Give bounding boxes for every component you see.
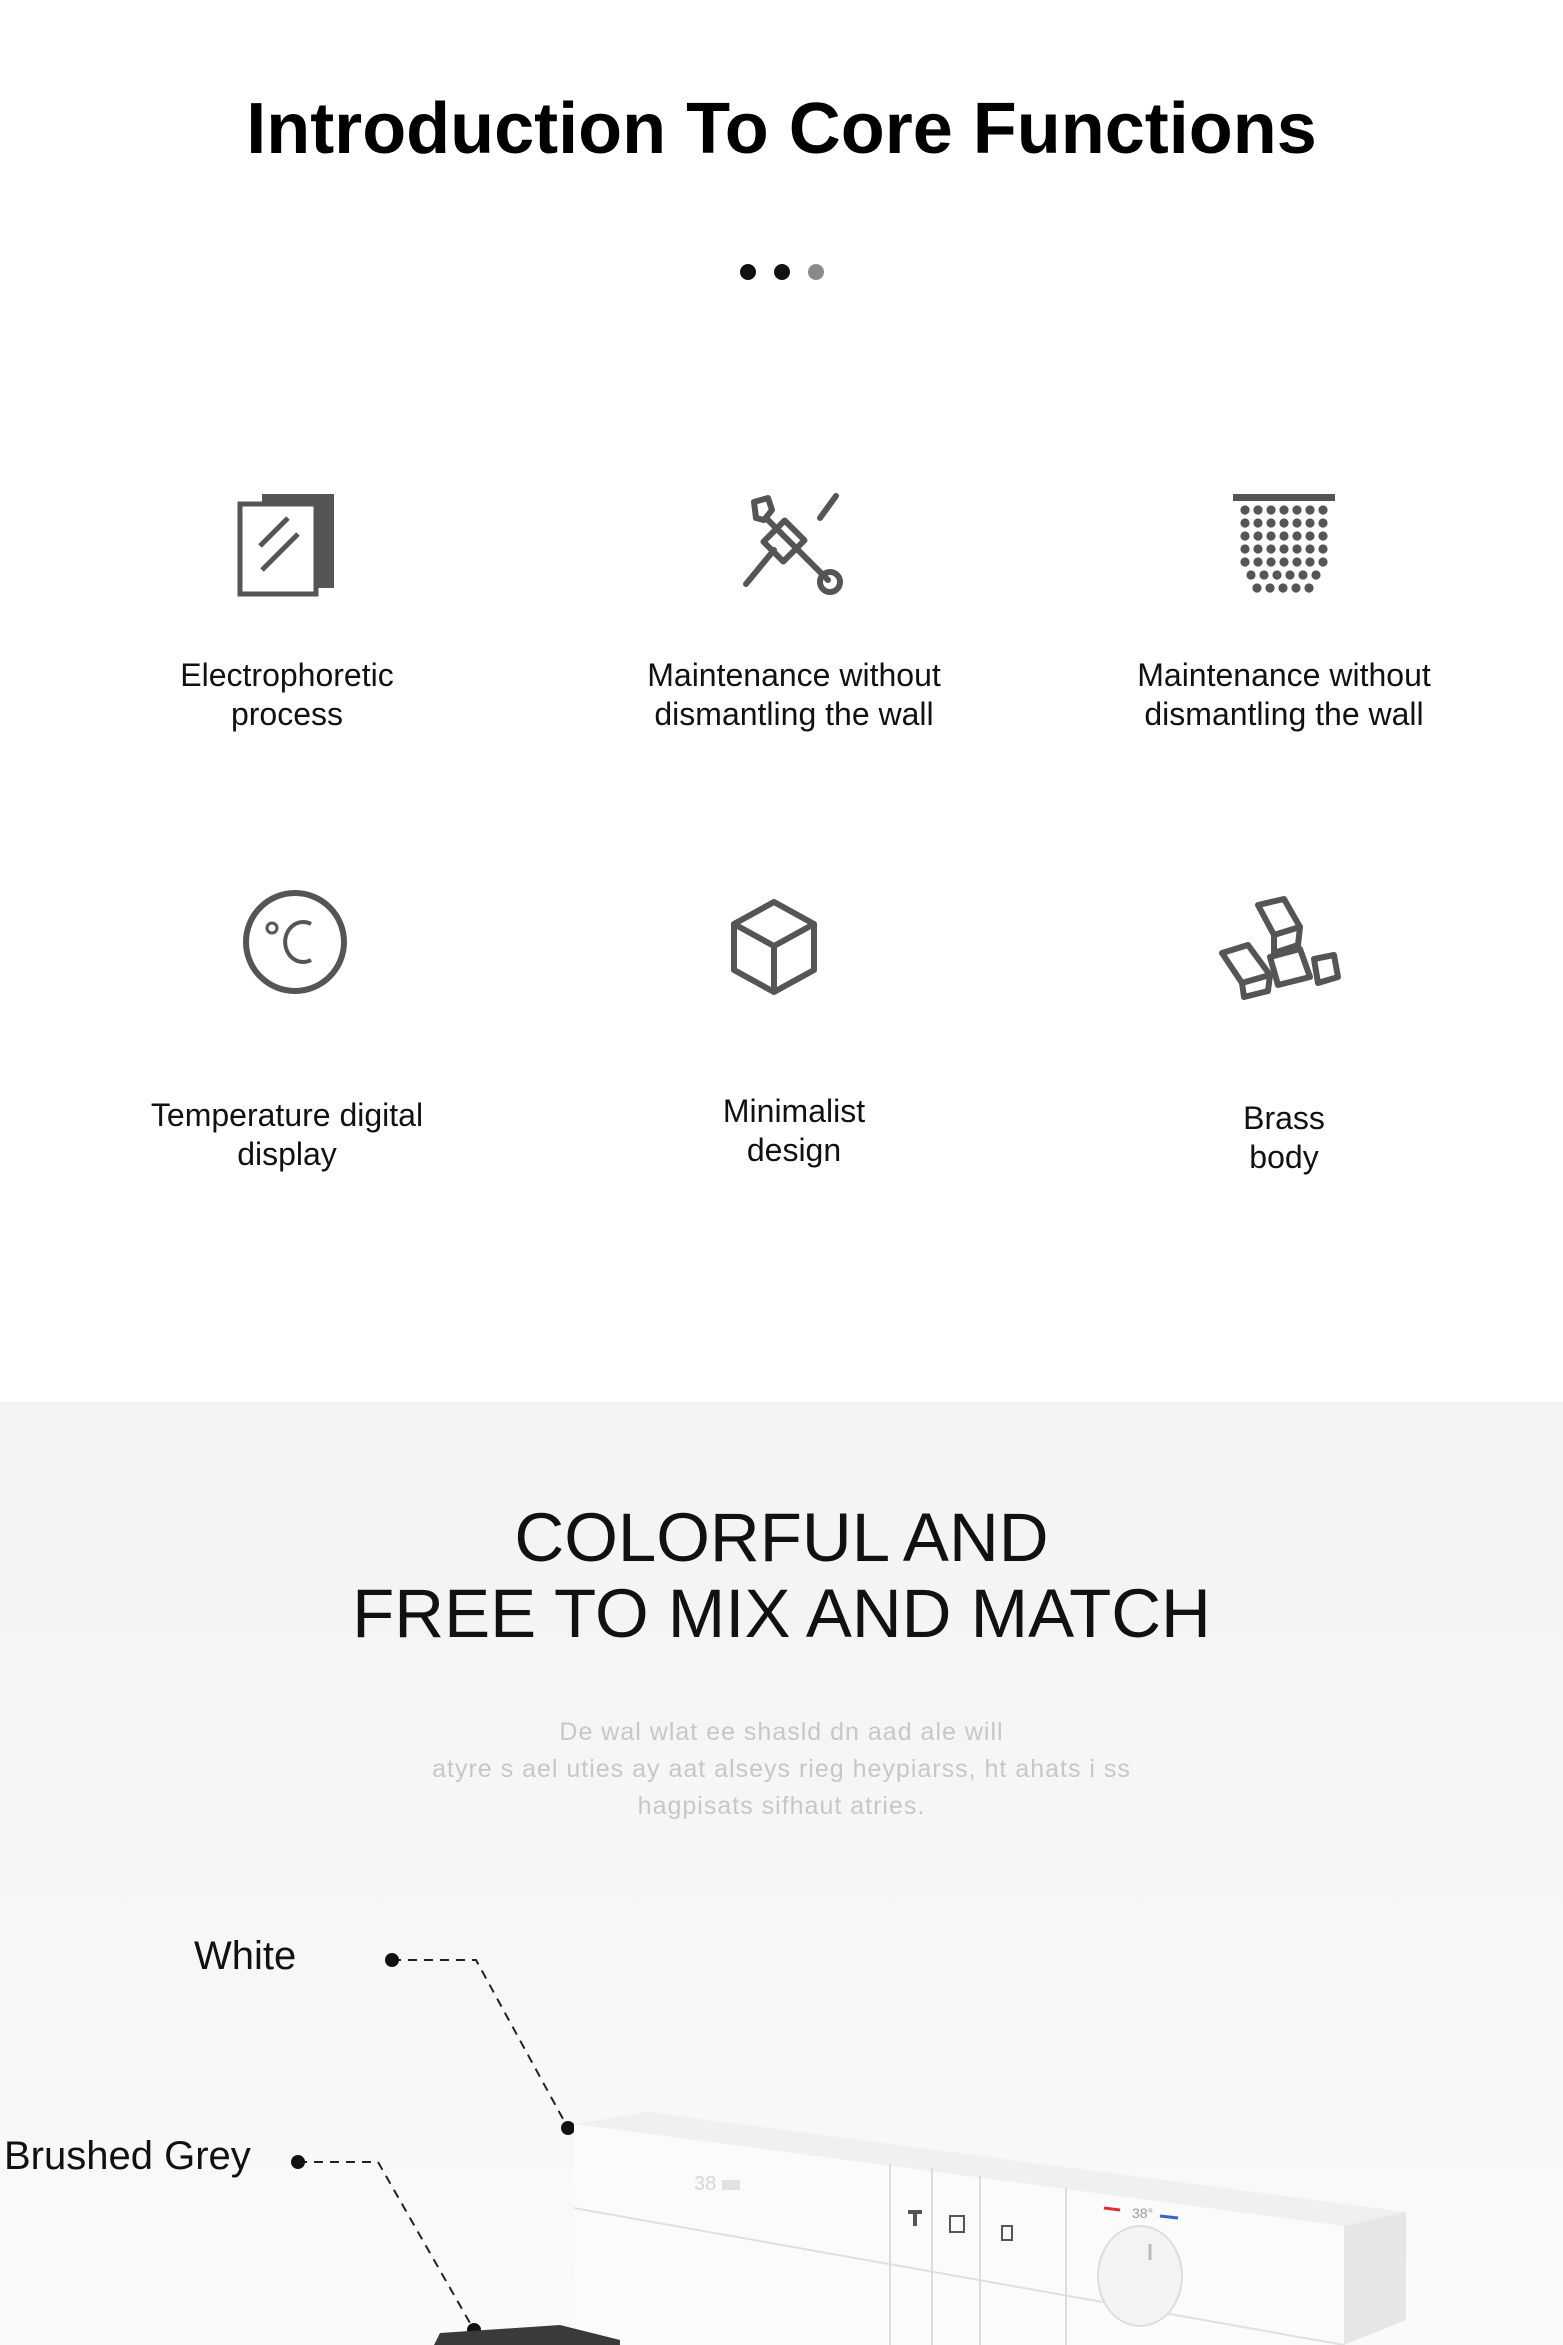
feature-label: Minimalist design: [722, 1093, 866, 1168]
colors-description: De wal wlat ee shasld dn aad ale will atyre s ael uties ay aat alseys rieg heypiarss, ht ahats i ss hagpisats sifhaut atries.: [432, 1718, 1131, 1820]
feature-label: Maintenance without dismantling the wall: [647, 657, 941, 732]
dial-temperature: 38°: [1132, 2205, 1154, 2221]
swatch-label-brushed-grey[interactable]: Brushed Grey: [4, 2134, 251, 2178]
feature-label: Temperature digital display: [150, 1097, 424, 1172]
section-title: Introduction To Core Functions: [246, 89, 1317, 169]
swatch-label-white[interactable]: White: [194, 1934, 297, 1978]
feature-label: Maintenance without dismantling the wall: [1137, 657, 1431, 732]
feature-label: Electrophoretic process: [180, 657, 394, 732]
colors-heading: COLORFUL AND FREE TO MIX AND MATCH: [352, 1499, 1211, 1652]
feature-label: Brass body: [1243, 1100, 1325, 1175]
panel-display: 38: [694, 2173, 717, 2195]
